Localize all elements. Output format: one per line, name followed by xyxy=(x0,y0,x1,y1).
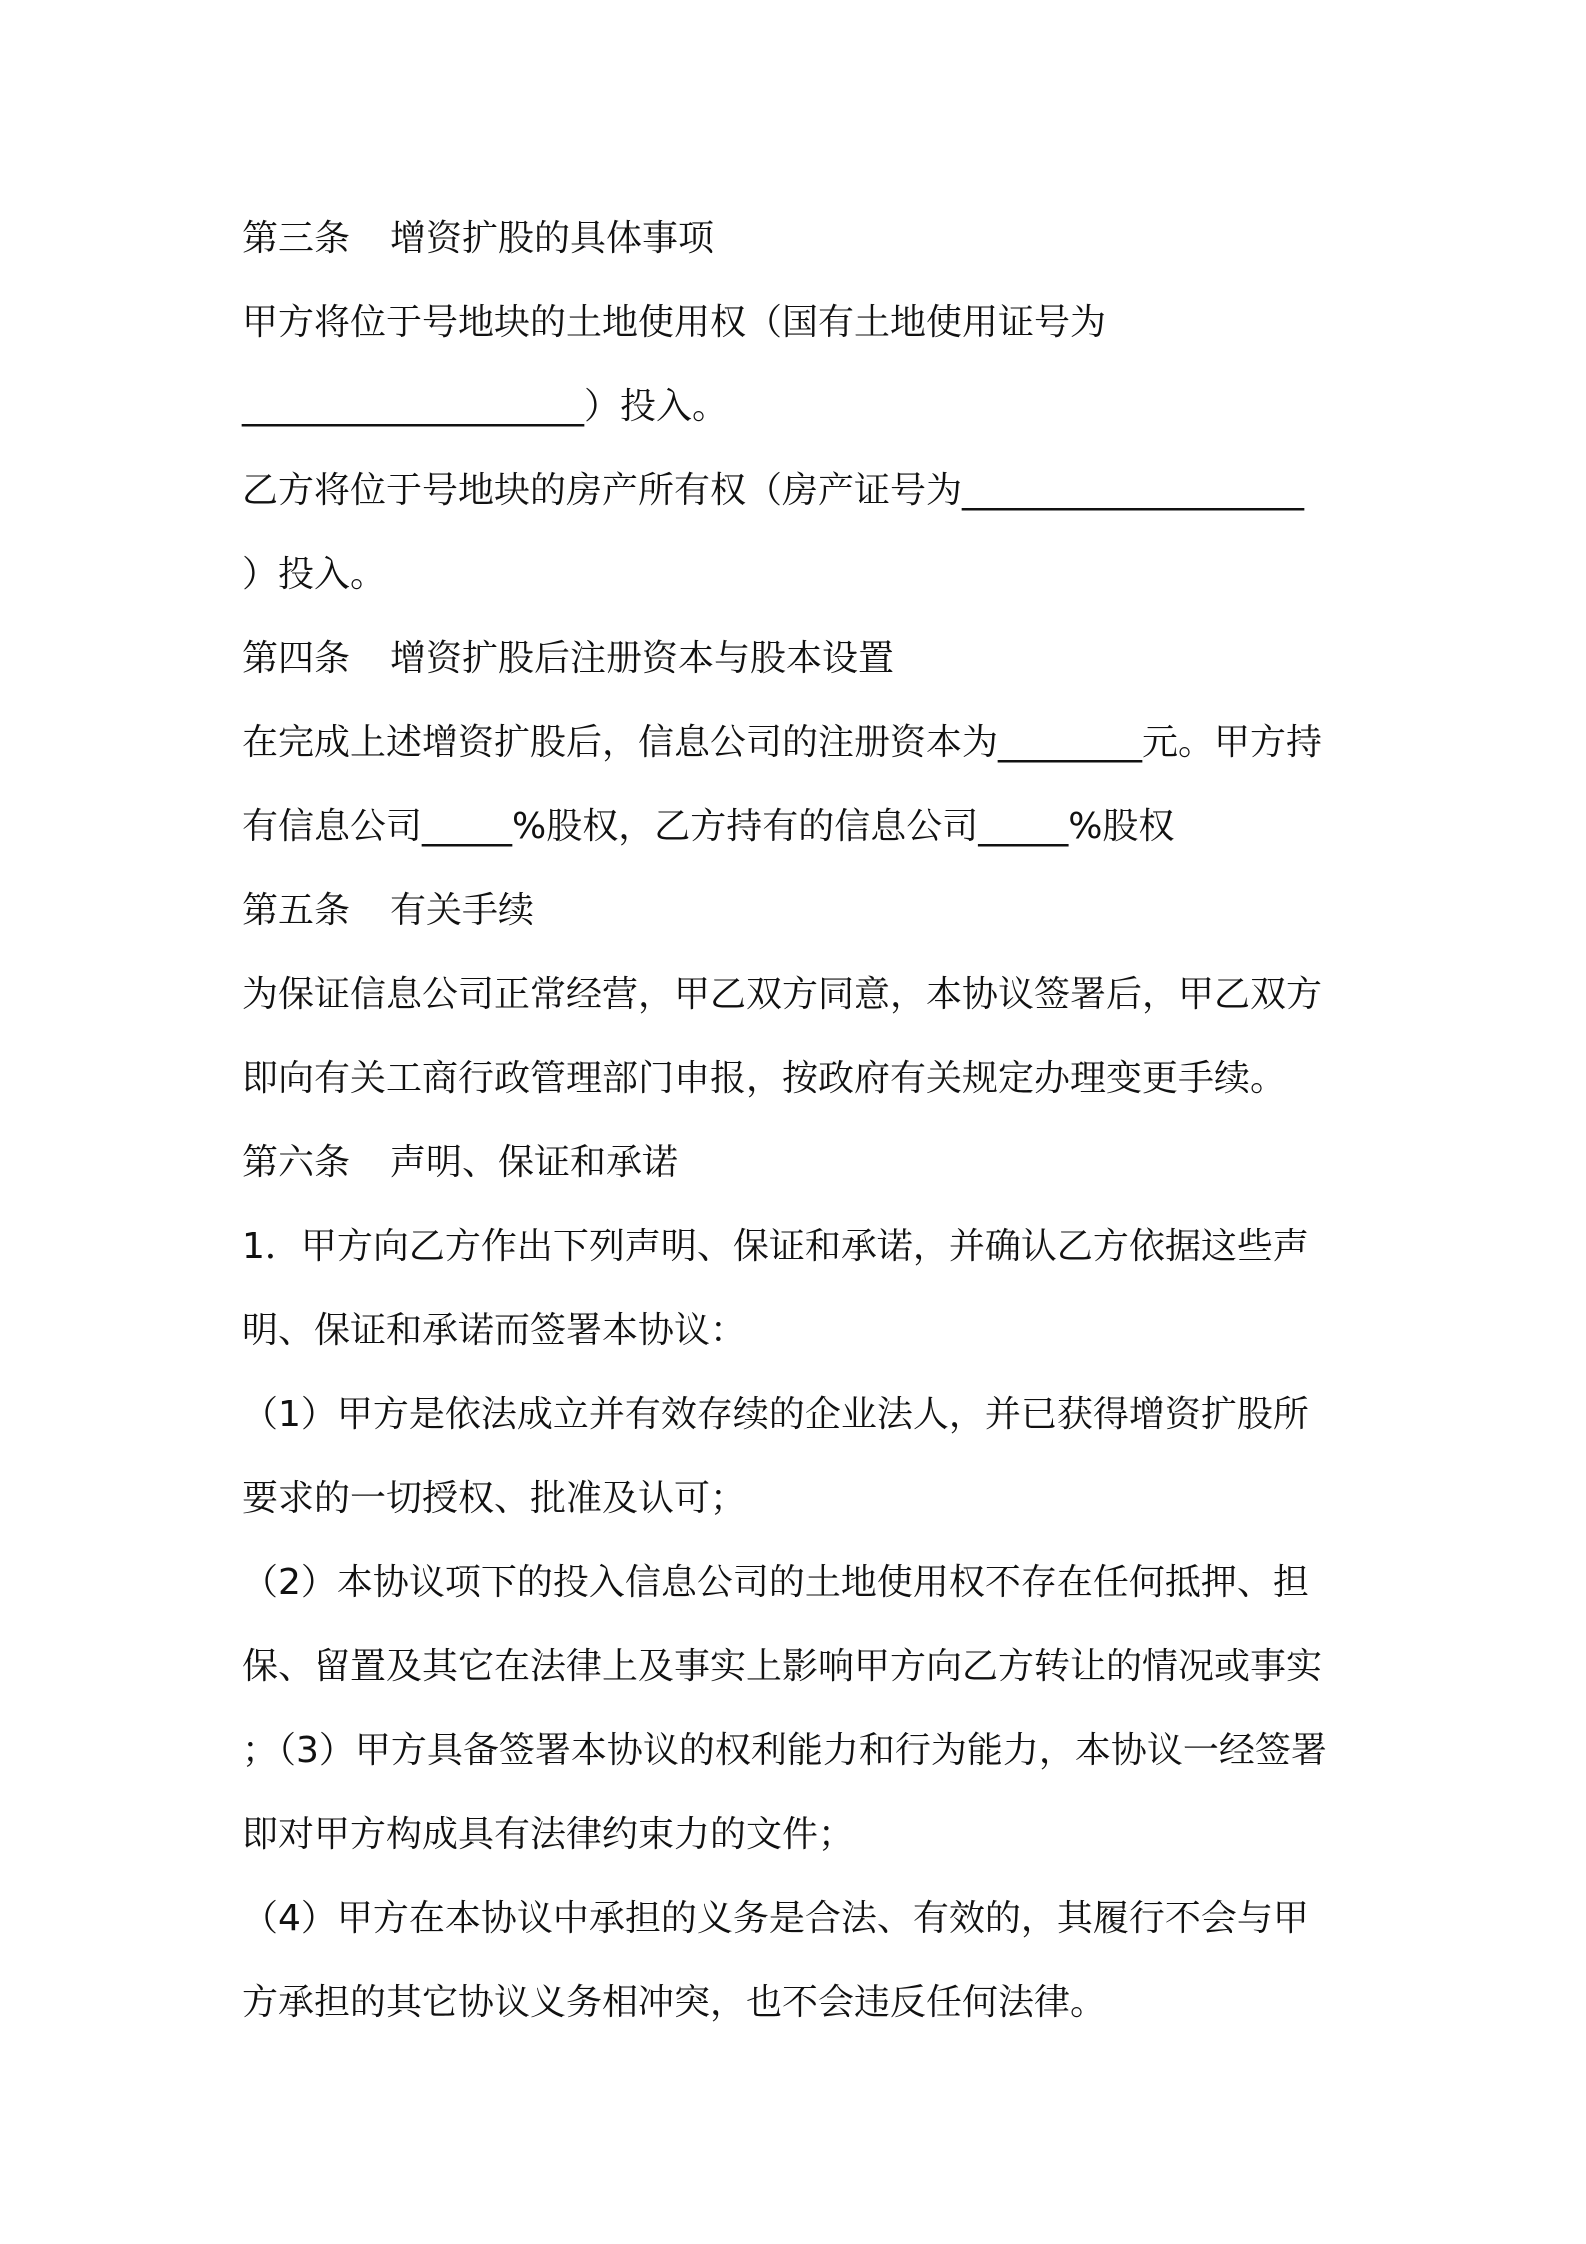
paragraph-line: 方承担的其它协议义务相冲突，也不会违反任何法律。 xyxy=(242,1982,1107,2023)
paragraph-line: （1）甲方是依法成立并有效存续的企业法人，并已获得增资扩股所 xyxy=(242,1394,1309,1435)
article-5-heading xyxy=(242,869,1362,953)
article-number: 第五条 xyxy=(242,890,351,931)
article-title: 增资扩股后注册资本与股本设置 xyxy=(390,638,895,679)
article-title: 有关手续 xyxy=(390,890,535,931)
article-title: 增资扩股的具体事项 xyxy=(390,218,715,259)
article-number: 第三条 xyxy=(242,218,351,259)
article-4-heading xyxy=(242,617,1362,701)
paragraph-line: 保、留置及其它在法律上及事实上影响甲方向乙方转让的情况或事实 xyxy=(242,1646,1323,1687)
paragraph-line: 乙方将位于号地块的房产所有权（房产证号为___________________ xyxy=(242,470,1305,511)
article-6-heading xyxy=(242,1121,1362,1205)
document-body xyxy=(242,197,1362,2045)
paragraph-line: 为保证信息公司正常经营，甲乙双方同意，本协议签署后，甲乙双方 xyxy=(242,974,1323,1015)
paragraph-line: ___________________）投入。 xyxy=(242,386,729,427)
paragraph-line: 即对甲方构成具有法律约束力的文件； xyxy=(242,1814,855,1855)
paragraph-line: 1．甲方向乙方作出下列声明、保证和承诺，并确认乙方依据这些声 xyxy=(242,1226,1309,1267)
article-number: 第四条 xyxy=(242,638,351,679)
article-3-heading xyxy=(242,197,1362,281)
paragraph-line: （2）本协议项下的投入信息公司的土地使用权不存在任何抵押、担 xyxy=(242,1562,1309,1603)
paragraph-line: 即向有关工商行政管理部门申报，按政府有关规定办理变更手续。 xyxy=(242,1058,1287,1099)
paragraph-line: ；（3）甲方具备签署本协议的权利能力和行为能力，本协议一经签署 xyxy=(242,1730,1327,1771)
article-number: 第六条 xyxy=(242,1142,351,1183)
paragraph-line: 要求的一切授权、批准及认可； xyxy=(242,1478,747,1519)
paragraph-line: 甲方将位于号地块的土地使用权（国有土地使用证号为 xyxy=(242,302,1107,343)
paragraph-line: ）投入。 xyxy=(242,554,387,595)
article-title: 声明、保证和承诺 xyxy=(390,1142,679,1183)
paragraph-line: （4）甲方在本协议中承担的义务是合法、有效的，其履行不会与甲 xyxy=(242,1898,1309,1939)
paragraph-line: 有信息公司_____%股权，乙方持有的信息公司_____%股权 xyxy=(242,806,1175,847)
paragraph-line: 在完成上述增资扩股后，信息公司的注册资本为________元。甲方持 xyxy=(242,722,1323,763)
paragraph-line: 明、保证和承诺而签署本协议： xyxy=(242,1310,747,1351)
